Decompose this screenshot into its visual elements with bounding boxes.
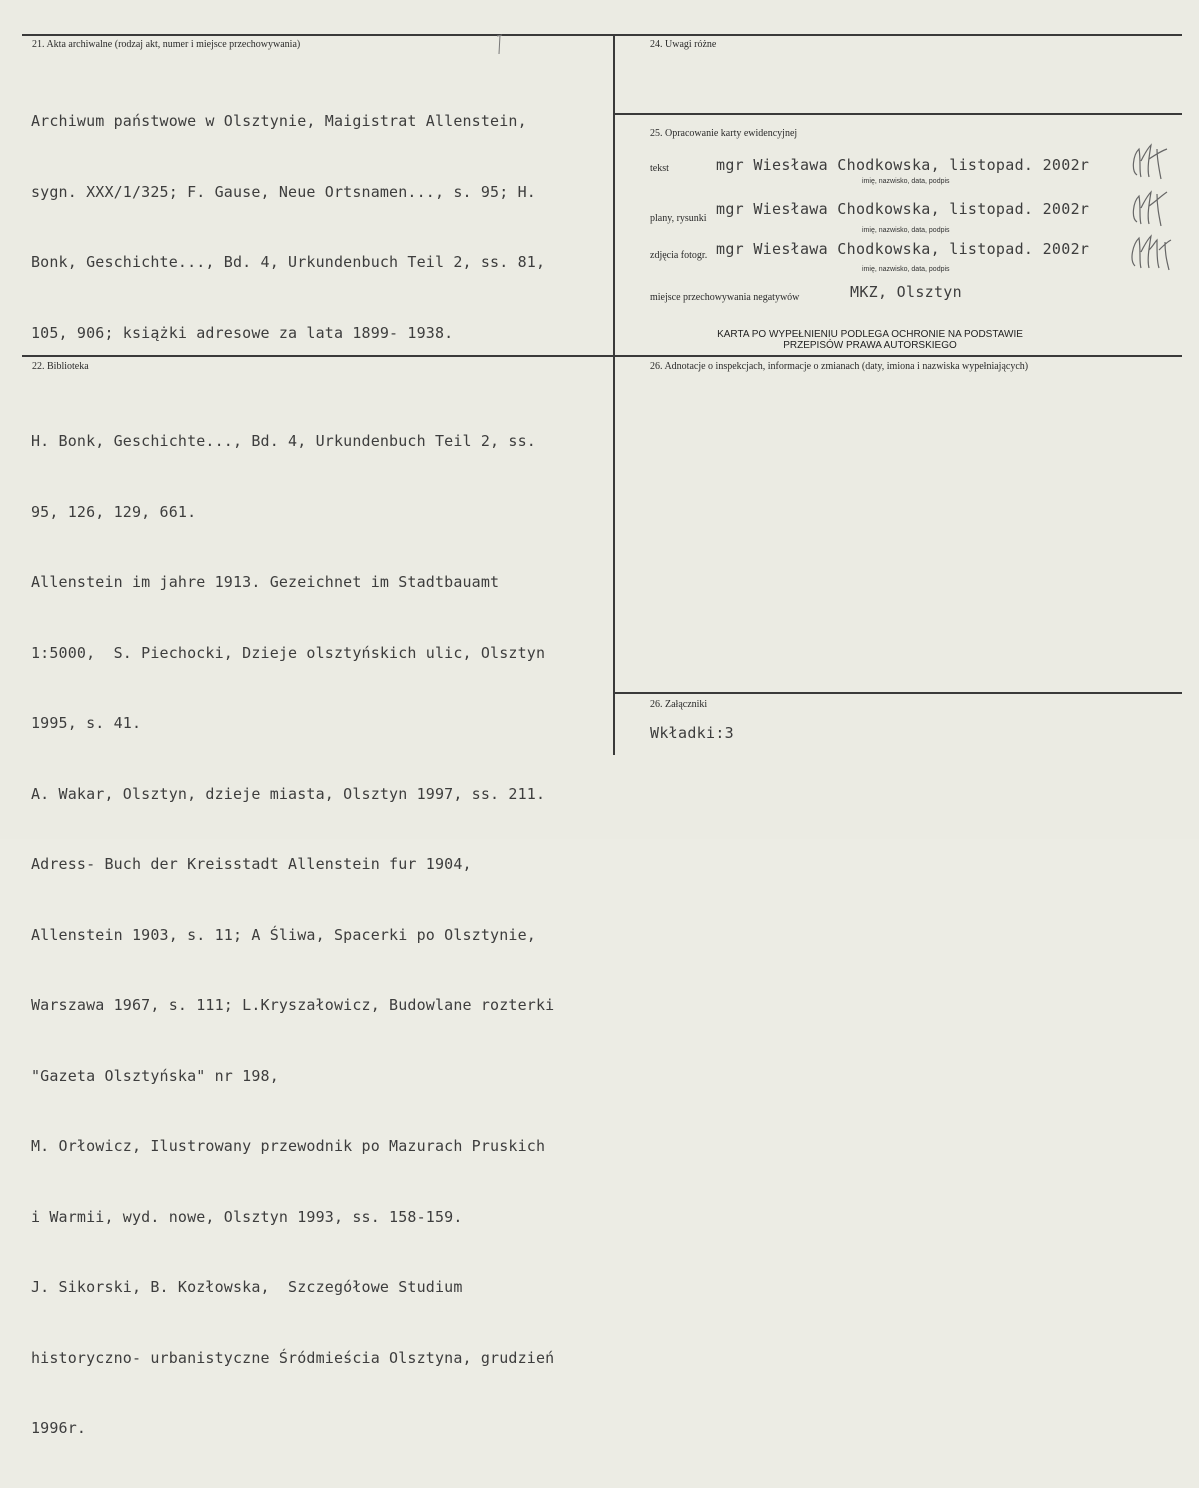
- text-row-label: tekst: [650, 163, 669, 174]
- attachments-value: Wkładki:3: [650, 724, 734, 742]
- archival-line: sygn. XXX/1/325; F. Gause, Neue Ortsnamen..., s. 95; H.: [31, 182, 536, 201]
- archival-records-header: 21. Akta archiwalne (rodzaj akt, numer i miejsce przechowywania): [32, 39, 301, 50]
- archival-records-text: [31, 63, 545, 392]
- photos-row-sublabel: imię, nazwisko, data, podpis: [862, 266, 950, 273]
- library-line: Adress- Buch der Kreisstadt Allenstein fur 1904,: [31, 855, 472, 873]
- card-preparation-header: 25. Opracowanie karty ewidencyjnej: [650, 128, 798, 139]
- negatives-value: MKZ, Olsztyn: [850, 283, 962, 301]
- library-line: 1:5000, S. Piechocki, Dzieje olsztyńskich ulic, Olsztyn: [31, 643, 546, 662]
- center-divider: [613, 34, 615, 755]
- library-line: Warszawa 1967, s. 111; L.Kryszałowicz, Budowlane rozterki: [31, 996, 555, 1014]
- library-line: Allenstein 1903, s. 11; A Śliwa, Spacerki po Olsztynie,: [31, 925, 536, 944]
- inspection-notes-header: 26. Adnotacje o inspekcjach, informacje o zmianach (daty, imiona i nazwiska wypełniających): [650, 361, 1029, 372]
- library-line: J. Sikorski, B. Kozłowska, Szczegółowe Studium: [31, 1278, 463, 1296]
- negatives-label: miejsce przechowywania negatywów: [650, 292, 800, 303]
- library-line: A. Wakar, Olsztyn, dzieje miasta, Olsztyn 1997, ss. 211.: [31, 784, 546, 803]
- library-line: 95, 126, 129, 661.: [31, 502, 197, 521]
- library-line: 1995, s. 41.: [31, 714, 142, 732]
- right-divider-opracowanie: [614, 355, 1182, 357]
- plans-row-label: plany, rysunki: [650, 213, 707, 224]
- various-remarks-header: 24. Uwagi różne: [650, 39, 717, 50]
- library-line: Allenstein im jahre 1913. Gezeichnet im Stadtbauamt: [31, 573, 500, 591]
- right-divider-uwagi: [614, 113, 1182, 115]
- pencil-mark: [494, 34, 506, 56]
- plans-row-value: mgr Wiesława Chodkowska, listopad. 2002r: [716, 200, 1090, 218]
- signature-text-row: [1127, 141, 1175, 181]
- library-line: historyczno- urbanistyczne Śródmieścia Olsztyna, grudzień: [31, 1348, 555, 1367]
- library-line: M. Orłowicz, Ilustrowany przewodnik po Mazurach Pruskich: [31, 1137, 546, 1155]
- library-line: H. Bonk, Geschichte..., Bd. 4, Urkundenbuch Teil 2, ss.: [31, 432, 536, 450]
- signature-photos-row: [1127, 230, 1175, 272]
- signature-plans-row: [1127, 186, 1175, 228]
- photos-row-label: zdjęcia fotogr.: [650, 250, 708, 261]
- library-header: 22. Biblioteka: [32, 361, 89, 372]
- copyright-notice-line: KARTA PO WYPEŁNIENIU PODLEGA OCHRONIE NA PODSTAWIE: [717, 329, 1023, 340]
- archival-line: 105, 906; książki adresowe za lata 1899- 1938.: [31, 323, 454, 342]
- archival-line: Archiwum państwowe w Olsztynie, Maigistrat Allenstein,: [31, 112, 527, 130]
- copyright-notice-line: PRZEPISÓW PRAWA AUTORSKIEGO: [783, 340, 957, 351]
- attachments-header: 26. Załączniki: [650, 699, 708, 710]
- library-line: i Warmii, wyd. nowe, Olsztyn 1993, ss. 158-159.: [31, 1207, 463, 1226]
- text-row-sublabel: imię, nazwisko, data, podpis: [862, 178, 950, 185]
- library-line: "Gazeta Olsztyńska" nr 198,: [31, 1066, 279, 1085]
- library-text: [31, 383, 554, 1488]
- plans-row-sublabel: imię, nazwisko, data, podpis: [862, 227, 950, 234]
- photos-row-value: mgr Wiesława Chodkowska, listopad. 2002r: [716, 240, 1090, 258]
- text-row-value: mgr Wiesława Chodkowska, listopad. 2002r: [716, 156, 1090, 174]
- top-border: [22, 34, 1182, 36]
- library-line: 1996r.: [31, 1419, 87, 1437]
- archival-line: Bonk, Geschichte..., Bd. 4, Urkundenbuch Teil 2, ss. 81,: [31, 253, 546, 271]
- copyright-notice: [690, 329, 1050, 351]
- right-divider-zalaczniki: [614, 692, 1182, 694]
